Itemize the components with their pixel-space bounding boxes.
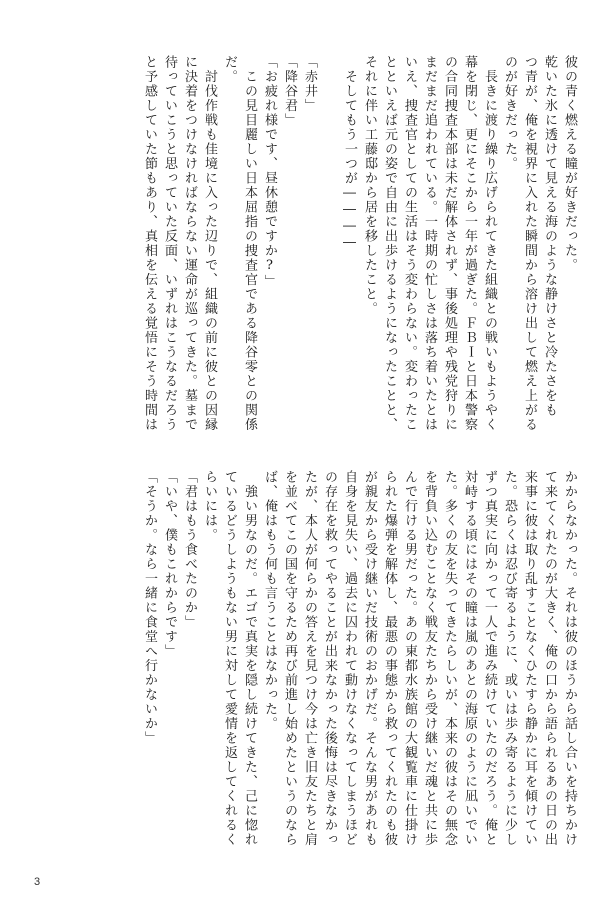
text-line: だ。 [222,55,237,84]
text-line: た。多くの友を失ってきたらしいが、本来の彼はその無念 [442,470,457,847]
text-line: たが、本人が何らかの答えを見つけ今は亡き旧友たちと肩 [302,470,317,847]
text-line: られた爆弾を解体し、最悪の事態から救ってくれたのも彼 [382,470,397,847]
page-number: 3 [34,876,41,888]
text-line: とといえば元の姿で自由に出歩けるようになったことと、 [382,55,397,432]
text-line: を並べてこの国を守るため再び前進し始めたというのなら [282,470,297,847]
text-line: まだまだ追われている。一時期の忙しさは落ち着いたとは [422,55,437,432]
text-line: の存在を救ってやることが出来なかった後悔は尽きなかっ [322,470,337,847]
text-line: んで行ける男だった。あの東都水族館の大観覧車に仕掛け [402,470,417,847]
text-line: らいには。 [202,470,217,543]
lower-text-block [29,470,579,850]
upper-text-block [29,55,579,440]
text-line: 「君はもう食べたのか」 [182,470,197,630]
text-line: に決着をつけなければならない運命が巡ってきた。墓まで [182,55,197,432]
text-line: のが好きだった。 [502,55,517,171]
text-line: 乾いた氷に透けて見える海のような静けさと冷たさをも [542,55,557,418]
text-line: ば、俺はもう何も言うことはなかった。 [262,470,277,731]
text-line: ているどうしようもない男に対して愛情を返してくれるく [222,470,237,847]
text-line: 自身を見失い、過去に囚われて動けなくなってしまうほど [342,470,357,847]
text-line: と予感していた節もあり、真相を伝える覚悟にそう時間は [142,55,157,432]
text-line: 「そうか。なら一緒に食堂へ行かないか」 [142,470,157,746]
text-line: そしてもう一つが―――― [342,55,357,252]
text-line: それに伴い工藤邸から居を移したこと。 [362,55,377,316]
text-line: を背負い込むことなく戦友たちから受け継いだ魂と共に歩 [422,470,437,847]
text-line: 長きに渡り繰り広げられてきた組織との戦いもようやく [482,55,497,432]
text-line: が親友から受け継いだ技術のおかげだ。そんな男があれも [362,470,377,847]
text-line: 「いや、僕もこれからです」 [162,470,177,659]
text-line: た。恐らくは忍び寄るように、或いは歩み寄るように少し [502,470,517,847]
text-line: 来事に彼は取り乱すことなくひたすら静かに耳を傾けてい [522,470,537,847]
text-line: て来てくれたのが大きく、俺の口から語られるあの日の出 [542,470,557,847]
blank-line [319,55,339,440]
text-line: 彼の青く燃える瞳が好きだった。 [562,55,577,273]
text-line: つ青が、俺を視界に入れた瞬間から溶け出して燃え上がる [522,55,537,432]
text-line: この見目麗しい日本屈指の捜査官である降谷零との関係 [242,55,257,432]
text-line: いえ、捜査官としての生活はそう変わらない。変わったこ [402,55,417,432]
text-line: 待っていこうと思っていた反面、いずれはこうなるだろう [162,55,177,432]
text-line: 「降谷君」 [282,55,297,128]
text-line: 強い男なのだ。エゴで真実を隠し続けてきた、己に惚れ [242,470,257,847]
text-line: 幕を閉じ、更にそこから一年が過ぎた。ＦＢＩと日本警察 [462,55,477,432]
text-line: ずつ真実に向かって一人で進み続けていたのだろう。俺と [482,470,497,847]
text-line: 対峙する頃にはその瞳は嵐のあとの海原のように凪いでい [462,470,477,847]
text-line: 討伐作戦も佳境に入った辺りで、組織の前に彼との因縁 [202,55,217,432]
text-line: 「赤井」 [302,55,317,113]
text-line: 「お疲れ様です、昼休憩ですか?」 [262,55,277,289]
text-line: の合同捜査本部は未だ解体されず、事後処理や残党狩りに [442,55,457,432]
text-line: かからなかった。それは彼のほうから話し合いを持ちかけ [562,470,577,847]
